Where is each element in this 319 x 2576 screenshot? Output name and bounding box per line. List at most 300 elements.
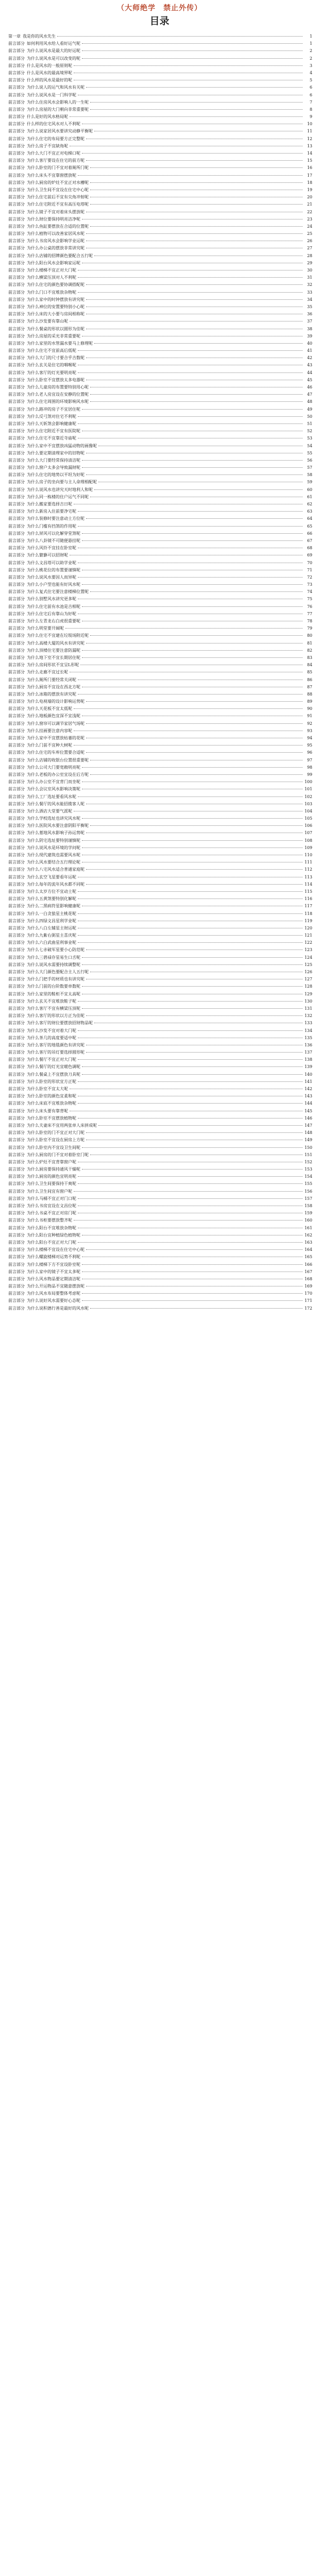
entry-title: 为什么新房入住前要净宅呢 bbox=[27, 509, 76, 514]
page-number: 62 bbox=[307, 502, 312, 506]
toc-entry[interactable] bbox=[8, 1225, 312, 1232]
toc-entry[interactable] bbox=[8, 852, 312, 859]
chapter-label: 第一章 bbox=[8, 34, 21, 39]
toc-entry[interactable] bbox=[8, 135, 312, 143]
section-label: 前言部分 bbox=[8, 874, 25, 879]
toc-entry[interactable] bbox=[8, 961, 312, 969]
entry-title: 为什么明堂要开阔呢 bbox=[27, 626, 64, 631]
section-label: 前言部分 bbox=[8, 136, 25, 141]
toc-entry[interactable] bbox=[8, 333, 312, 340]
toc-entry[interactable] bbox=[8, 567, 312, 574]
toc-entry[interactable] bbox=[8, 1129, 312, 1137]
toc-entry[interactable] bbox=[8, 1246, 312, 1253]
toc-entry[interactable] bbox=[8, 216, 312, 223]
entry-title: 为什么墓地风水影响子孙运势呢 bbox=[27, 831, 85, 836]
toc-entry[interactable] bbox=[8, 106, 312, 113]
page-number: 14 bbox=[307, 151, 312, 156]
toc-entry[interactable] bbox=[8, 793, 312, 801]
page-number: 121 bbox=[304, 933, 312, 938]
entry-title: 为什么房间形状不宜呈L形呢 bbox=[27, 663, 79, 668]
toc-entry[interactable] bbox=[8, 1268, 312, 1276]
toc-entry[interactable] bbox=[8, 618, 312, 625]
toc-entry[interactable] bbox=[8, 164, 312, 172]
toc-entry[interactable] bbox=[8, 347, 312, 354]
section-label: 前言部分 bbox=[8, 1218, 25, 1223]
page-number: 78 bbox=[307, 619, 312, 623]
toc-entry[interactable] bbox=[8, 40, 312, 47]
leader-dots bbox=[90, 825, 303, 826]
toc-entry[interactable] bbox=[8, 1217, 312, 1224]
section-label: 前言部分 bbox=[8, 421, 25, 426]
toc-chapter-heading[interactable] bbox=[8, 33, 312, 40]
section-label: 前言部分 bbox=[8, 41, 25, 46]
leader-dots bbox=[86, 233, 303, 234]
entry-title: 什么是风水的一般原则呢 bbox=[27, 63, 72, 68]
section-label: 前言部分 bbox=[8, 107, 25, 112]
toc-entry[interactable] bbox=[8, 362, 312, 369]
section-label: 前言部分 bbox=[8, 143, 25, 148]
toc-entry[interactable] bbox=[8, 377, 312, 384]
page-number: 81 bbox=[307, 640, 312, 646]
entry-title: 为什么书桌不宜正对房门呢 bbox=[27, 1211, 76, 1216]
toc-entry[interactable] bbox=[8, 187, 312, 194]
toc-entry[interactable] bbox=[8, 588, 312, 596]
page-number: 130 bbox=[304, 998, 312, 1004]
entry-title: 为什么说积德行善是最好的风水呢 bbox=[27, 1306, 89, 1311]
toc-entry[interactable] bbox=[8, 998, 312, 1005]
toc-entry[interactable] bbox=[8, 398, 312, 405]
toc-entry[interactable] bbox=[8, 84, 312, 91]
page-number: 51 bbox=[307, 421, 312, 426]
page-number: 88 bbox=[307, 691, 312, 697]
toc-entry[interactable] bbox=[8, 62, 312, 70]
entry-title: 为什么文昌塔可以助学业呢 bbox=[27, 560, 76, 565]
toc-entry[interactable] bbox=[8, 1078, 312, 1086]
toc-entry[interactable] bbox=[8, 1115, 312, 1122]
page-number: 113 bbox=[304, 874, 312, 879]
section-label: 前言部分 bbox=[8, 691, 25, 697]
section-label: 前言部分 bbox=[8, 523, 25, 529]
toc-entry[interactable] bbox=[8, 92, 312, 99]
toc-entry[interactable] bbox=[8, 727, 312, 735]
toc-entry[interactable] bbox=[8, 326, 312, 333]
toc-entry[interactable] bbox=[8, 384, 312, 391]
section-label: 前言部分 bbox=[8, 333, 25, 338]
toc-entry[interactable] bbox=[8, 494, 312, 501]
toc-entry[interactable] bbox=[8, 1159, 312, 1166]
section-label: 前言部分 bbox=[8, 1050, 25, 1055]
section-label: 前言部分 bbox=[8, 970, 25, 974]
leader-dots bbox=[82, 460, 303, 461]
section-label: 前言部分 bbox=[8, 443, 25, 448]
toc-entry[interactable] bbox=[8, 486, 312, 494]
toc-entry[interactable] bbox=[8, 296, 312, 303]
page-number: 65 bbox=[307, 523, 312, 529]
page-number: 55 bbox=[307, 450, 312, 455]
toc-entry[interactable] bbox=[8, 552, 312, 559]
entry-title: 为什么客厅的形状以方正为佳呢 bbox=[27, 1013, 85, 1019]
page-number: 160 bbox=[304, 1218, 312, 1223]
entry-title: 为什么门口不宜堆放杂物呢 bbox=[27, 290, 76, 295]
entry-title: 为什么住宅的车库位置要合适呢 bbox=[27, 750, 85, 755]
toc-entry[interactable] bbox=[8, 742, 312, 749]
toc-entry[interactable] bbox=[8, 157, 312, 164]
toc-entry[interactable] bbox=[8, 808, 312, 815]
section-label: 前言部分 bbox=[8, 180, 25, 185]
toc-entry[interactable] bbox=[8, 829, 312, 837]
leader-dots bbox=[78, 796, 303, 797]
toc-entry[interactable] bbox=[8, 435, 312, 442]
toc-entry[interactable] bbox=[8, 735, 312, 742]
entry-title: 为什么厨房的炉灶不宜正对水槽呢 bbox=[27, 180, 89, 185]
toc-entry[interactable] bbox=[8, 1005, 312, 1012]
toc-entry[interactable] bbox=[8, 749, 312, 756]
entry-title: 为什么阳台风水会影响家运呢 bbox=[27, 260, 80, 265]
toc-entry[interactable] bbox=[8, 625, 312, 632]
section-label: 前言部分 bbox=[8, 370, 25, 375]
toc-entry[interactable] bbox=[8, 654, 312, 662]
toc-entry[interactable] bbox=[8, 1283, 312, 1290]
page-number: 16 bbox=[307, 165, 312, 171]
toc-entry[interactable] bbox=[8, 179, 312, 187]
entry-title: 为什么家中的镜子不宜太多呢 bbox=[27, 1269, 80, 1274]
toc-entry[interactable] bbox=[8, 1108, 312, 1115]
toc-entry[interactable] bbox=[8, 318, 312, 325]
toc-entry[interactable] bbox=[8, 983, 312, 990]
leader-dots bbox=[82, 1008, 303, 1009]
toc-entry[interactable] bbox=[8, 464, 312, 471]
page-number: 128 bbox=[304, 984, 312, 989]
section-label: 前言部分 bbox=[8, 655, 25, 660]
entry-title: 为什么办公桌的摆放非常讲究呢 bbox=[27, 246, 85, 251]
leader-dots bbox=[78, 1081, 303, 1082]
toc-entry[interactable] bbox=[8, 121, 312, 128]
toc-entry[interactable] bbox=[8, 1195, 312, 1202]
leader-dots bbox=[86, 869, 303, 870]
entry-title: 为什么螺旋楼梯对运势不利呢 bbox=[27, 1255, 80, 1260]
entry-title: 为什么窗帘可以调节家居气场呢 bbox=[27, 721, 85, 726]
toc-entry[interactable] bbox=[8, 1180, 312, 1188]
toc-entry[interactable] bbox=[8, 1086, 312, 1093]
toc-entry[interactable] bbox=[8, 47, 312, 55]
toc-entry[interactable] bbox=[8, 647, 312, 654]
document-header bbox=[0, 0, 319, 28]
toc-entry[interactable] bbox=[8, 245, 312, 252]
toc-entry[interactable] bbox=[8, 946, 312, 954]
toc-entry[interactable] bbox=[8, 1056, 312, 1063]
toc-entry[interactable] bbox=[8, 303, 312, 311]
toc-entry[interactable] bbox=[8, 764, 312, 771]
entry-title: 为什么住宅的颜色要协调搭配呢 bbox=[27, 282, 85, 287]
toc-entry[interactable] bbox=[8, 1042, 312, 1049]
toc-entry[interactable] bbox=[8, 428, 312, 435]
toc-entry[interactable] bbox=[8, 1297, 312, 1304]
toc-entry[interactable] bbox=[8, 918, 312, 925]
toc-entry[interactable] bbox=[8, 406, 312, 413]
entry-title: 为什么楼梯下方不宜设卧室呢 bbox=[27, 1262, 80, 1267]
entry-title: 为什么餐桌的形状以圆形为佳呢 bbox=[27, 326, 85, 331]
toc-entry[interactable] bbox=[8, 640, 312, 647]
section-label: 前言部分 bbox=[8, 582, 25, 587]
toc-entry[interactable] bbox=[8, 691, 312, 698]
toc-entry[interactable] bbox=[8, 1210, 312, 1217]
toc-entry[interactable] bbox=[8, 1049, 312, 1056]
toc-entry[interactable] bbox=[8, 479, 312, 486]
entry-title: 为什么住宅附近不宜有高压电塔呢 bbox=[27, 202, 89, 207]
toc-entry[interactable] bbox=[8, 369, 312, 377]
toc-entry[interactable] bbox=[8, 1144, 312, 1151]
section-label: 前言部分 bbox=[8, 560, 25, 565]
toc-entry[interactable] bbox=[8, 1232, 312, 1239]
toc-entry[interactable] bbox=[8, 1100, 312, 1107]
toc-entry[interactable] bbox=[8, 113, 312, 121]
page-number: 53 bbox=[307, 436, 312, 441]
section-label: 前言部分 bbox=[8, 1159, 25, 1164]
section-label: 前言部分 bbox=[8, 867, 25, 872]
toc-entry[interactable] bbox=[8, 676, 312, 684]
toc-entry[interactable] bbox=[8, 289, 312, 296]
leader-dots bbox=[90, 591, 303, 592]
entry-title: 为什么老人房宜设在安静的位置呢 bbox=[27, 392, 89, 397]
toc-entry[interactable] bbox=[8, 815, 312, 822]
toc-entry[interactable] bbox=[8, 530, 312, 537]
entry-title: 为什么装修时要注意动土方位呢 bbox=[27, 516, 85, 521]
toc-entry[interactable] bbox=[8, 954, 312, 961]
toc-entry[interactable] bbox=[8, 443, 312, 450]
toc-entry[interactable] bbox=[8, 201, 312, 208]
toc-entry[interactable] bbox=[8, 143, 312, 150]
toc-entry[interactable] bbox=[8, 1137, 312, 1144]
toc-entry[interactable] bbox=[8, 537, 312, 545]
toc-entry[interactable] bbox=[8, 260, 312, 267]
toc-entry[interactable] bbox=[8, 1305, 312, 1312]
toc-entry[interactable] bbox=[8, 698, 312, 705]
toc-entry[interactable] bbox=[8, 581, 312, 588]
page-number: 1 bbox=[309, 41, 312, 46]
toc-entry[interactable] bbox=[8, 1188, 312, 1195]
toc-entry[interactable] bbox=[8, 976, 312, 983]
toc-entry[interactable] bbox=[8, 705, 312, 713]
toc-entry[interactable] bbox=[8, 991, 312, 998]
toc-entry[interactable] bbox=[8, 866, 312, 873]
page-number: 118 bbox=[304, 911, 312, 916]
toc-entry[interactable] bbox=[8, 274, 312, 281]
entry-title: 为什么公司大门要宽敞明亮呢 bbox=[27, 765, 80, 770]
toc-entry[interactable] bbox=[8, 801, 312, 808]
toc-entry[interactable] bbox=[8, 837, 312, 844]
page-number: 76 bbox=[307, 604, 312, 609]
section-label: 前言部分 bbox=[8, 1072, 25, 1077]
page-number: 104 bbox=[304, 808, 312, 814]
toc-entry[interactable] bbox=[8, 267, 312, 274]
toc-entry[interactable] bbox=[8, 281, 312, 289]
toc-entry[interactable] bbox=[8, 939, 312, 946]
toc-entry[interactable] bbox=[8, 757, 312, 764]
section-label: 前言部分 bbox=[8, 1035, 25, 1040]
leader-dots bbox=[78, 277, 303, 278]
toc-entry[interactable] bbox=[8, 194, 312, 201]
toc-entry[interactable] bbox=[8, 172, 312, 179]
toc-entry[interactable] bbox=[8, 778, 312, 786]
toc-entry[interactable] bbox=[8, 450, 312, 457]
toc-entry[interactable] bbox=[8, 1239, 312, 1246]
toc-entry[interactable] bbox=[8, 354, 312, 362]
page-number: 29 bbox=[307, 260, 312, 265]
toc-entry[interactable] bbox=[8, 311, 312, 318]
entry-title: 为什么风铃不宜挂在卧室呢 bbox=[27, 546, 76, 551]
toc-entry[interactable] bbox=[8, 925, 312, 932]
toc-entry[interactable] bbox=[8, 223, 312, 230]
toc-entry[interactable] bbox=[8, 230, 312, 238]
toc-entry[interactable] bbox=[8, 99, 312, 106]
leader-dots bbox=[78, 423, 303, 424]
leader-dots bbox=[86, 299, 303, 300]
section-label: 前言部分 bbox=[8, 450, 25, 455]
toc-entry[interactable] bbox=[8, 1027, 312, 1035]
entry-title: 为什么卧室不宜摆放太多电器呢 bbox=[27, 377, 85, 382]
toc-entry[interactable] bbox=[8, 632, 312, 639]
page-number: 140 bbox=[304, 1072, 312, 1077]
section-label: 前言部分 bbox=[8, 772, 25, 777]
page-number: 59 bbox=[307, 480, 312, 485]
toc-entry[interactable] bbox=[8, 771, 312, 778]
toc-entry[interactable] bbox=[8, 1202, 312, 1210]
toc-entry[interactable] bbox=[8, 969, 312, 976]
entry-title: 为什么阳台宜种植绿色植物呢 bbox=[27, 1232, 80, 1238]
toc-entry[interactable] bbox=[8, 881, 312, 888]
entry-title: 为什么搬家要选择吉日呢 bbox=[27, 502, 72, 506]
toc-entry[interactable] bbox=[8, 874, 312, 881]
section-label: 前言部分 bbox=[8, 1247, 25, 1252]
toc-entry[interactable] bbox=[8, 1253, 312, 1261]
toc-entry[interactable] bbox=[8, 720, 312, 727]
toc-entry[interactable] bbox=[8, 684, 312, 691]
section-label: 前言部分 bbox=[8, 502, 25, 506]
toc-entry[interactable] bbox=[8, 844, 312, 852]
toc-entry[interactable] bbox=[8, 1035, 312, 1042]
toc-entry[interactable] bbox=[8, 859, 312, 866]
toc-entry[interactable] bbox=[8, 1261, 312, 1268]
leader-dots bbox=[82, 409, 303, 410]
toc-entry[interactable] bbox=[8, 55, 312, 62]
toc-entry[interactable] bbox=[8, 1122, 312, 1129]
section-label: 前言部分 bbox=[8, 173, 25, 178]
section-label: 前言部分 bbox=[8, 78, 25, 83]
toc-entry[interactable] bbox=[8, 786, 312, 793]
toc-entry[interactable] bbox=[8, 508, 312, 515]
toc-entry[interactable] bbox=[8, 1093, 312, 1100]
toc-entry[interactable] bbox=[8, 238, 312, 245]
toc-entry[interactable] bbox=[8, 903, 312, 910]
section-label: 前言部分 bbox=[8, 611, 25, 616]
entry-title: 为什么电视墙的设计影响运势呢 bbox=[27, 699, 85, 704]
toc-entry[interactable] bbox=[8, 77, 312, 84]
leader-dots bbox=[78, 1176, 303, 1177]
toc-entry[interactable] bbox=[8, 501, 312, 508]
toc-entry[interactable] bbox=[8, 910, 312, 918]
page-number: 33 bbox=[307, 290, 312, 295]
toc-entry[interactable] bbox=[8, 895, 312, 903]
leader-dots bbox=[78, 1059, 303, 1060]
section-label: 前言部分 bbox=[8, 99, 25, 105]
entry-title: 为什么学校选址也讲究风水呢 bbox=[27, 816, 80, 821]
toc-entry[interactable] bbox=[8, 1012, 312, 1020]
leader-dots bbox=[82, 467, 303, 468]
toc-entry[interactable] bbox=[8, 932, 312, 939]
toc-entry[interactable] bbox=[8, 457, 312, 464]
toc-entry[interactable] bbox=[8, 340, 312, 347]
toc-entry[interactable] bbox=[8, 70, 312, 77]
entry-title: 为什么镜子不宜对着床头摆放呢 bbox=[27, 209, 85, 214]
toc-entry[interactable] bbox=[8, 128, 312, 135]
toc-entry[interactable] bbox=[8, 1173, 312, 1180]
toc-entry[interactable] bbox=[8, 888, 312, 895]
entry-title: 为什么家里的鞋柜不宜太高呢 bbox=[27, 991, 80, 996]
page-number: 145 bbox=[304, 1108, 312, 1113]
toc-entry[interactable] bbox=[8, 391, 312, 398]
toc-entry[interactable] bbox=[8, 471, 312, 479]
page-number: 61 bbox=[307, 494, 312, 499]
leader-dots bbox=[86, 884, 303, 885]
toc-entry[interactable] bbox=[8, 1166, 312, 1173]
toc-entry[interactable] bbox=[8, 669, 312, 676]
toc-entry[interactable] bbox=[8, 1020, 312, 1027]
page-number: 120 bbox=[304, 925, 312, 930]
toc-entry[interactable] bbox=[8, 1151, 312, 1159]
entry-title: 为什么房子不宜缺角呢 bbox=[27, 143, 68, 148]
entry-title: 为什么卧室的颜色宜柔和呢 bbox=[27, 1094, 76, 1099]
section-label: 前言部分 bbox=[8, 516, 25, 521]
entry-title: 为什么一白贪狼星主桃花呢 bbox=[27, 911, 76, 916]
page-number: 75 bbox=[307, 597, 312, 602]
entry-title: 为什么财位要保持明亮洁净呢 bbox=[27, 216, 80, 222]
section-label: 前言部分 bbox=[8, 619, 25, 623]
entry-title: 为什么说人的运气和风水有关呢 bbox=[27, 85, 85, 90]
toc-entry[interactable] bbox=[8, 413, 312, 420]
section-label: 前言部分 bbox=[8, 728, 25, 733]
toc-entry[interactable] bbox=[8, 523, 312, 530]
toc-entry[interactable] bbox=[8, 603, 312, 611]
toc-entry[interactable] bbox=[8, 1071, 312, 1078]
toc-entry[interactable] bbox=[8, 545, 312, 552]
toc-entry[interactable] bbox=[8, 611, 312, 618]
section-label: 前言部分 bbox=[8, 114, 25, 120]
toc-entry[interactable] bbox=[8, 252, 312, 260]
toc-entry[interactable] bbox=[8, 662, 312, 669]
toc-entry[interactable] bbox=[8, 209, 312, 216]
leader-dots bbox=[82, 964, 303, 965]
toc-entry[interactable] bbox=[8, 420, 312, 428]
toc-entry[interactable] bbox=[8, 596, 312, 603]
page-number: 156 bbox=[304, 1189, 312, 1194]
toc-entry[interactable] bbox=[8, 560, 312, 567]
section-label: 前言部分 bbox=[8, 1079, 25, 1084]
toc-entry[interactable] bbox=[8, 822, 312, 829]
toc-entry[interactable] bbox=[8, 515, 312, 522]
toc-entry[interactable] bbox=[8, 1063, 312, 1071]
toc-entry[interactable] bbox=[8, 1276, 312, 1283]
toc-entry[interactable] bbox=[8, 150, 312, 157]
section-label: 前言部分 bbox=[8, 1115, 25, 1121]
toc-entry[interactable] bbox=[8, 713, 312, 720]
entry-title: 为什么住宅前后不宜有尖角冲射呢 bbox=[27, 195, 89, 200]
toc-entry[interactable] bbox=[8, 574, 312, 581]
page-number: 38 bbox=[307, 326, 312, 331]
toc-entry[interactable] bbox=[8, 1290, 312, 1297]
leader-dots bbox=[94, 343, 303, 344]
section-label: 前言部分 bbox=[8, 546, 25, 551]
page-number: 123 bbox=[304, 947, 312, 953]
